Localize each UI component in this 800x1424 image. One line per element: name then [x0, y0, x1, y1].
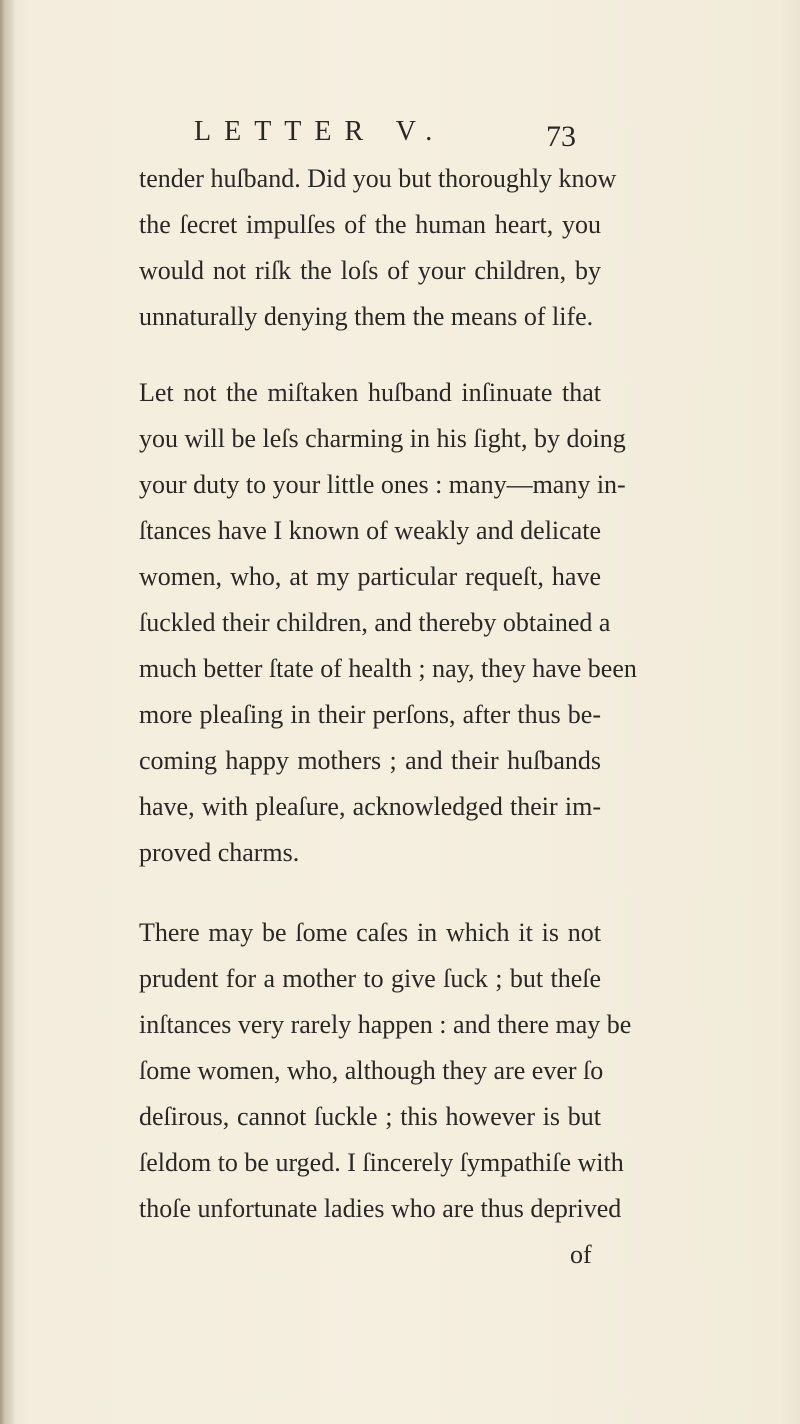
page-header [0, 104, 800, 156]
text-line: ſeldom to be urged. I ſincerely ſympathiſe with [139, 1148, 624, 1177]
text-line: ſuckled their children, and thereby obtained a [139, 608, 611, 637]
text-line: women, who, at my particular requeſt, have [139, 562, 601, 591]
text-line: would not riſk the loſs of your children, by [139, 256, 601, 285]
running-head: LETTER V. [194, 116, 446, 147]
text-line: prudent for a mother to give ſuck ; but theſe [139, 964, 601, 993]
text-line: There may be ſome caſes in which it is not [139, 918, 601, 947]
text-line: ſome women, who, although they are ever ſo [139, 1056, 604, 1085]
text-line: tender huſband. Did you but thoroughly know [139, 164, 617, 193]
text-line: much better ſtate of health ; nay, they have been [139, 654, 637, 683]
text-line: the ſecret impulſes of the human heart, you [139, 210, 601, 239]
text-line: you will be leſs charming in his ſight, by doing [139, 424, 626, 453]
text-line: thoſe unfortunate ladies who are thus deprived [139, 1194, 622, 1223]
text-line: have, with pleaſure, acknowledged their im- [139, 792, 601, 821]
text-line: inſtances very rarely happen : and there may be [139, 1010, 632, 1039]
text-line: your duty to your little ones : many—many in- [139, 470, 626, 499]
page-gutter [0, 0, 14, 1424]
text-line: unnaturally denying them the means of life. [139, 302, 594, 331]
text-line: Let not the miſtaken huſband inſinuate that [139, 378, 601, 407]
text-line: ſtances have I known of weakly and delicate [139, 516, 601, 545]
catchword: of [570, 1240, 592, 1269]
text-line: coming happy mothers ; and their huſbands [139, 746, 601, 775]
page-number: 73 [546, 120, 576, 153]
text-line: proved charms. [139, 838, 300, 867]
text-line: more pleaſing in their perſons, after thus be- [139, 700, 601, 729]
text-line: deſirous, cannot ſuckle ; this however is but [139, 1102, 601, 1131]
